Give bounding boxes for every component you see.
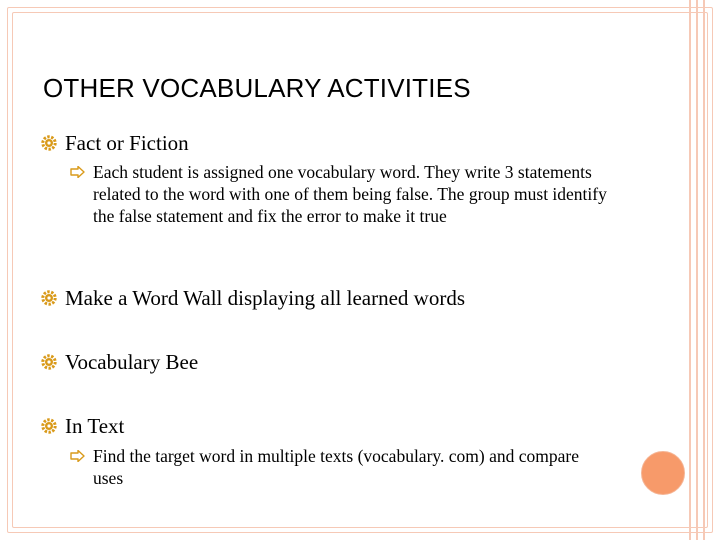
sub-bullet-item	[70, 162, 613, 227]
sub-bullet-item	[70, 446, 613, 489]
sub-bullet-text: Find the target word in multiple texts (vocabulary. com) and compare uses	[93, 446, 579, 488]
vertical-rule	[703, 0, 705, 540]
arrow-bullet-icon	[70, 450, 89, 462]
bullet-text: Fact or Fiction	[65, 131, 189, 155]
decorative-circle	[641, 451, 685, 495]
bullet-item	[41, 286, 465, 311]
bullet-item	[41, 131, 189, 156]
bullet-text: In Text	[65, 414, 125, 438]
sub-bullet-text: Each student is assigned one vocabulary word. They write 3 statements related to the word with one of them being false. The group must identify the false statement and fix the error to make it true	[93, 162, 607, 226]
bullet-item	[41, 350, 198, 375]
vertical-rule	[696, 0, 698, 540]
gear-bullet-icon	[41, 290, 57, 306]
bullet-text: Make a Word Wall displaying all learned words	[65, 286, 465, 310]
gear-bullet-icon	[41, 354, 57, 370]
bullet-text: Vocabulary Bee	[65, 350, 199, 374]
arrow-bullet-icon	[70, 166, 89, 178]
gear-bullet-icon	[41, 418, 57, 434]
bullet-item	[41, 414, 124, 439]
gear-bullet-icon	[41, 135, 57, 151]
slide-title: OTHER VOCABULARY ACTIVITIES	[43, 73, 471, 103]
vertical-rule	[689, 0, 691, 540]
